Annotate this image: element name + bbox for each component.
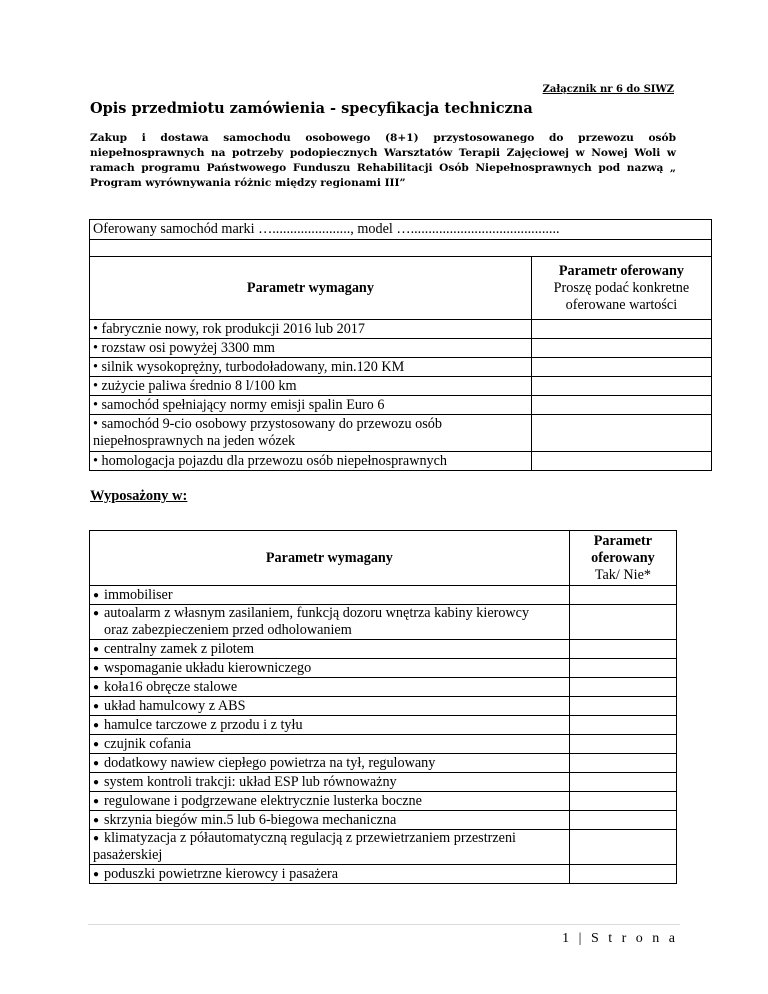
footer-divider: [88, 924, 680, 925]
bullet-icon: ●: [93, 719, 100, 731]
offered-value-cell[interactable]: [531, 339, 711, 358]
item-text: wspomaganie układu kierowniczego: [104, 659, 312, 676]
offered-value-cell[interactable]: [531, 358, 711, 377]
yes-no-cell[interactable]: [569, 865, 676, 884]
item-text: skrzynia biegów min.5 lub 6-biegowa mechaniczna: [104, 811, 397, 828]
item-text-continued: oraz zabezpieczeniem przed odholowaniem: [104, 622, 352, 638]
required-item: • homologacja pojazdu dla przewozu osób niepełnosprawnych: [90, 452, 532, 471]
bullet-icon: ●: [93, 589, 100, 601]
item-text: dodatkowy nawiew ciepłego powietrza na tył, regulowany: [104, 754, 436, 771]
offered-value-cell[interactable]: [531, 396, 711, 415]
bullet-icon: ●: [93, 681, 100, 693]
bullet-icon: ●: [93, 757, 100, 769]
attachment-label: Załącznik nr 6 do SIWZ: [542, 84, 674, 95]
bullet-icon: ●: [93, 814, 100, 826]
yes-no-cell[interactable]: [569, 792, 676, 811]
offered-value-cell[interactable]: [531, 377, 711, 396]
item-text: klimatyzacja z półautomatyczną regulacją z przewietrzaniem przestrzeni: [104, 830, 516, 846]
item-text: koła16 obręcze stalowe: [104, 678, 238, 695]
required-item: • fabrycznie nowy, rok produkcji 2016 lub 2017: [90, 320, 532, 339]
yes-no-cell[interactable]: [569, 697, 676, 716]
yes-no-cell[interactable]: [569, 640, 676, 659]
equipment-item: [90, 830, 570, 865]
bullet-icon: ●: [93, 776, 100, 788]
item-text: układ hamulcowy z ABS: [104, 697, 246, 714]
page-number: 1 | S t r o n a: [562, 931, 678, 946]
yes-no-cell[interactable]: [569, 659, 676, 678]
equipment-item: [90, 792, 570, 811]
document-title: Opis przedmiotu zamówienia - specyfikacja techniczna: [90, 100, 533, 117]
offered-value-cell[interactable]: [531, 415, 711, 452]
col-header-required: Parametr wymagany: [90, 531, 570, 586]
item-text: regulowane i podgrzewane elektrycznie lusterka boczne: [104, 792, 422, 809]
empty-row: [90, 240, 712, 257]
equipment-item: [90, 605, 570, 640]
offered-vehicle-line: Oferowany samochód marki …......................, model …..........................................: [90, 220, 712, 240]
yes-no-cell[interactable]: [569, 678, 676, 697]
equipment-section-title: Wyposażony w:: [90, 488, 188, 504]
yes-no-cell[interactable]: [569, 773, 676, 792]
required-item: • zużycie paliwa średnio 8 l/100 km: [90, 377, 532, 396]
offered-title-2: oferowany: [591, 549, 655, 566]
required-item: • silnik wysokoprężny, turbodoładowany, min.120 KM: [90, 358, 532, 377]
yes-no-cell[interactable]: [569, 754, 676, 773]
required-item: • samochód spełniający normy emisji spalin Euro 6: [90, 396, 532, 415]
item-text: centralny zamek z pilotem: [104, 640, 255, 657]
col-header-offered: [531, 257, 711, 320]
yes-no-cell[interactable]: [569, 830, 676, 865]
yes-no-cell[interactable]: [569, 605, 676, 640]
equipment-item: [90, 678, 570, 697]
bullet-icon: ●: [93, 738, 100, 750]
equipment-item: [90, 865, 570, 884]
equipment-item: [90, 754, 570, 773]
equipment-item: [90, 773, 570, 792]
equipment-item: [90, 586, 570, 605]
equipment-item: [90, 811, 570, 830]
equipment-item: [90, 640, 570, 659]
item-text: system kontroli trakcji: układ ESP lub równoważny: [104, 773, 397, 790]
equipment-table: [89, 530, 677, 884]
item-text: czujnik cofania: [104, 735, 192, 752]
bullet-icon: ●: [93, 868, 100, 880]
bullet-icon: ●: [93, 700, 100, 712]
col-header-required: Parametr wymagany: [90, 257, 532, 320]
item-text: hamulce tarczowe z przodu i z tyłu: [104, 716, 303, 733]
yes-no-cell[interactable]: [569, 586, 676, 605]
bullet-icon: ●: [93, 662, 100, 674]
equipment-item: [90, 659, 570, 678]
bullet-icon: ●: [93, 833, 100, 844]
yes-no-cell[interactable]: [569, 811, 676, 830]
bullet-icon: ●: [93, 608, 100, 619]
offered-value-cell[interactable]: [531, 320, 711, 339]
bullet-icon: ●: [93, 643, 100, 655]
yes-no-cell[interactable]: [569, 716, 676, 735]
equipment-item: [90, 735, 570, 754]
offered-title-1: Parametr: [593, 532, 653, 549]
offered-sub1: Proszę podać konkretne: [553, 279, 690, 296]
equipment-item: [90, 716, 570, 735]
offered-value-cell[interactable]: [531, 452, 711, 471]
col-header-offered: [569, 531, 676, 586]
item-text-continued: pasażerskiej: [93, 847, 163, 863]
yes-no-cell[interactable]: [569, 735, 676, 754]
offered-yes-no: Tak/ Nie*: [594, 566, 651, 583]
item-text: poduszki powietrzne kierowcy i pasażera: [104, 865, 338, 882]
item-text: immobiliser: [104, 586, 173, 603]
bullet-icon: ●: [93, 795, 100, 807]
intro-paragraph: Zakup i dostawa samochodu osobowego (8+1) przystosowanego do przewozu osób niepełnosprawnych na potrzeby podopiecznych Warsztatów Terapii Zajęciowej w Nowej Woli w ramach programu Państwowego Funduszu Rehabilitacji Osób Niepełnosprawnych pod nazwą „ Program wyrównywania różnic między regionami III”: [90, 132, 676, 189]
required-item: • rozstaw osi powyżej 3300 mm: [90, 339, 532, 358]
equipment-item: [90, 697, 570, 716]
vehicle-parameters-table: [89, 219, 712, 471]
offered-sub2: oferowane wartości: [565, 296, 678, 313]
required-item: • samochód 9-cio osobowy przystosowany do przewozu osób niepełnosprawnych na jeden wózek: [90, 415, 532, 452]
item-text: autoalarm z własnym zasilaniem, funkcją dozoru wnętrza kabiny kierowcy: [104, 605, 530, 621]
offered-title: Parametr oferowany: [558, 262, 684, 279]
